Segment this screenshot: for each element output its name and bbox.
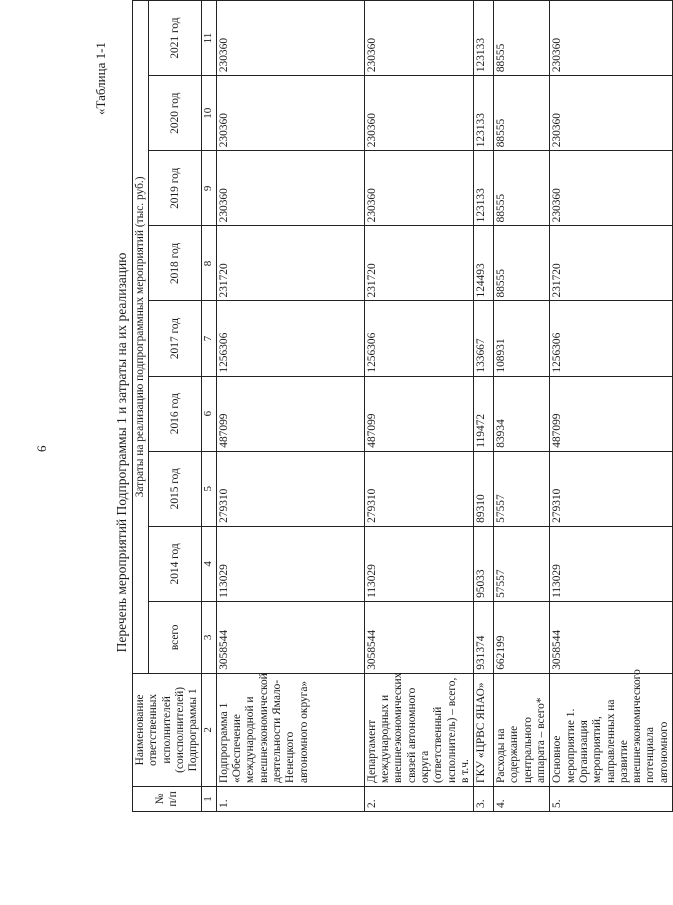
row-value: 279310 [550,451,673,526]
row-value: 88555 [494,76,550,151]
row-value: 113029 [550,526,673,601]
row-value: 123133 [474,1,494,76]
header-year: 2017 год [149,301,202,376]
row-number: 1. [216,786,364,811]
table-row [494,1,550,812]
table-row [216,1,364,812]
row-value: 88555 [494,1,550,76]
row-value: 88555 [494,226,550,301]
row-value: 108931 [494,301,550,376]
header-year: 2015 год [149,451,202,526]
row-total: 931374 [474,601,494,673]
column-number: 4 [202,526,216,601]
row-value: 57557 [494,526,550,601]
header-costs-group: Затраты на реализацию подпрограммных мероприятий (тыс. руб.) [133,1,149,674]
column-number: 9 [202,151,216,226]
row-number: 3. [474,786,494,811]
measures-table [132,0,673,812]
row-value: 230360 [364,76,473,151]
table-label: «Таблица 1-1 [93,42,108,115]
column-number: 5 [202,451,216,526]
column-number: 6 [202,376,216,451]
row-value: 230360 [216,1,364,76]
row-value: 231720 [364,226,473,301]
table-row [364,1,473,812]
header-year: 2016 год [149,376,202,451]
row-name: ГКУ «ЦРВС ЯНАО» [474,673,494,786]
row-value: 230360 [364,151,473,226]
header-year: 2019 год [149,151,202,226]
table-row [474,1,494,812]
row-value: 231720 [550,226,673,301]
row-value: 230360 [550,151,673,226]
row-value: 123133 [474,76,494,151]
row-name: Подпрограмма 1 «Обеспечение международной и внешнеэкономической деятельности Ямало-Ненецкого автономного округа» [216,673,364,786]
row-value: 1256306 [216,301,364,376]
row-name: Департамент международных и внешнеэкономических связей автономного округа (ответственный исполнитель) – всего, в т.ч. [364,673,473,786]
header-total: всего [149,601,202,673]
row-value: 230360 [364,1,473,76]
row-value: 487099 [216,376,364,451]
header-year: 2014 год [149,526,202,601]
row-value: 89310 [474,451,494,526]
header-row-1 [133,1,149,812]
row-value: 1256306 [364,301,473,376]
row-value: 487099 [550,376,673,451]
row-value: 279310 [364,451,473,526]
row-value: 95033 [474,526,494,601]
row-name: Основное мероприятие 1. Организация мероприятий, направленных на развитие внешнеэкономического потенциала автономного [550,673,673,786]
column-number: 8 [202,226,216,301]
row-total: 3058544 [364,601,473,673]
row-number: 5. [550,786,673,811]
header-year: 2018 год [149,226,202,301]
document-title: Перечень мероприятий Подпрограммы 1 и затраты на их реализацию [114,252,129,653]
header-year: 2020 год [149,76,202,151]
column-number: 1 [202,786,216,811]
table-row [550,1,673,812]
row-value: 57557 [494,451,550,526]
column-number-row [202,1,216,812]
row-value: 230360 [216,151,364,226]
row-value: 123133 [474,151,494,226]
row-value: 231720 [216,226,364,301]
row-value: 1256306 [550,301,673,376]
row-value: 119472 [474,376,494,451]
row-value: 113029 [216,526,364,601]
row-name: Расходы на содержание центрального аппарата – всего* [494,673,550,786]
row-value: 133667 [474,301,494,376]
page-number: 6 [34,445,49,452]
row-value: 230360 [550,1,673,76]
header-year: 2021 год [149,1,202,76]
row-value: 88555 [494,151,550,226]
column-number: 2 [202,673,216,786]
row-total: 662199 [494,601,550,673]
row-value: 230360 [216,76,364,151]
column-number: 7 [202,301,216,376]
row-value: 279310 [216,451,364,526]
header-name: Наименование ответственных исполнителей (соисполнителей) Подпрограммы 1 [133,673,202,786]
row-value: 487099 [364,376,473,451]
row-total: 3058544 [216,601,364,673]
row-value: 83934 [494,376,550,451]
column-number: 11 [202,1,216,76]
column-number: 3 [202,601,216,673]
row-number: 2. [364,786,473,811]
row-value: 113029 [364,526,473,601]
row-value: 124493 [474,226,494,301]
column-number: 10 [202,76,216,151]
row-total: 3058544 [550,601,673,673]
row-number: 4. [494,786,550,811]
header-num: № п/п [133,786,202,811]
row-value: 230360 [550,76,673,151]
